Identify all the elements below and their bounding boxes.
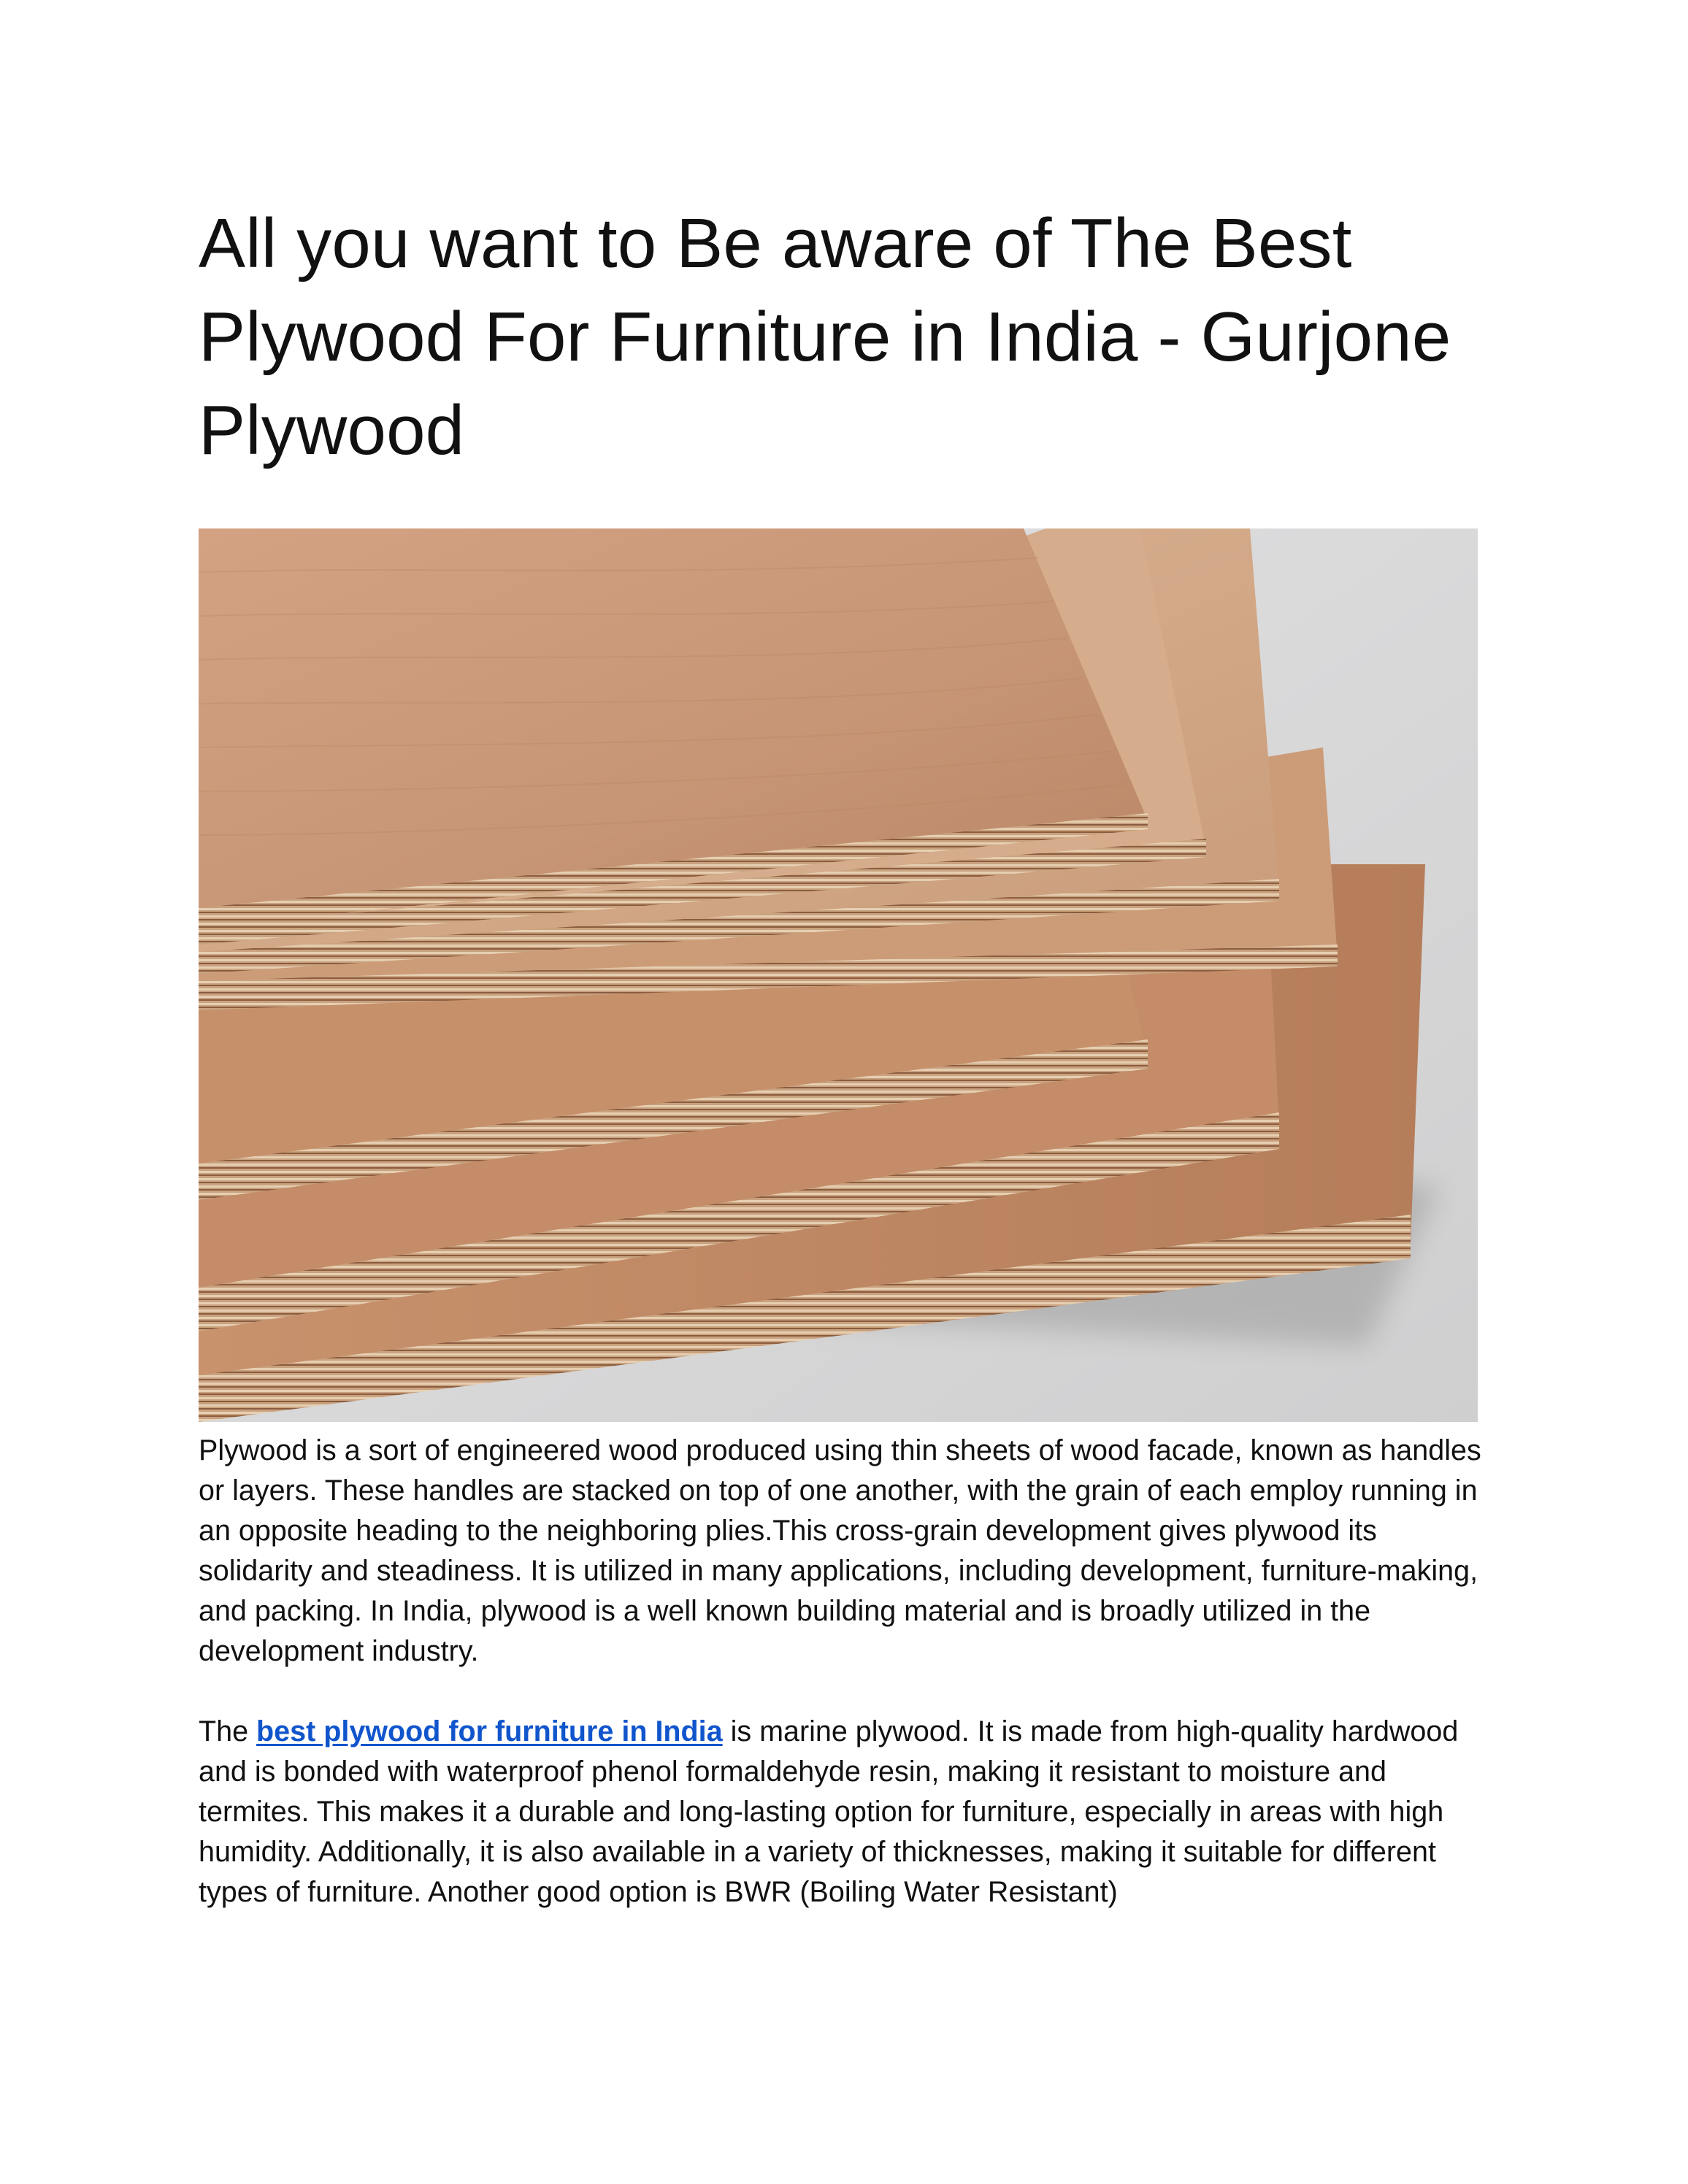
document-page <box>199 197 1498 477</box>
paragraph-best-plywood <box>199 1712 1498 1912</box>
page-title: All you want to Be aware of The Best Plywood For Furniture in India - Gurjone Plywood <box>199 204 1451 469</box>
paragraph-lead: The <box>199 1715 257 1747</box>
article-body <box>199 1431 1498 1912</box>
best-plywood-link[interactable]: best plywood for furniture in India <box>256 1715 723 1747</box>
paragraph-rest: is marine plywood. It is made from high-quality hardwood and is bonded with waterproof phenol formaldehyde resin, making it resistant to moisture and termites. This makes it a durable and long-lasting option for furniture, especially in areas with high humidity. Additionally, it is also available in a variety of thicknesses, making it suitable for different types of furniture. Another good option is BWR (Boiling Water Resistant) <box>199 1715 1459 1908</box>
plywood-stack-illustration <box>199 528 1478 1422</box>
plywood-image <box>199 528 1478 1422</box>
paragraph-intro: Plywood is a sort of engineered wood produced using thin sheets of wood facade, known as handles or layers. These handles are stacked on top of one another, with the grain of each employ running in an opposite heading to the neighboring plies.This cross-grain development gives plywood its solidarity and steadiness. It is utilized in many applications, including development, furniture-making, and packing. In India, plywood is a well known building material and is broadly utilized in the development industry. <box>199 1434 1481 1667</box>
